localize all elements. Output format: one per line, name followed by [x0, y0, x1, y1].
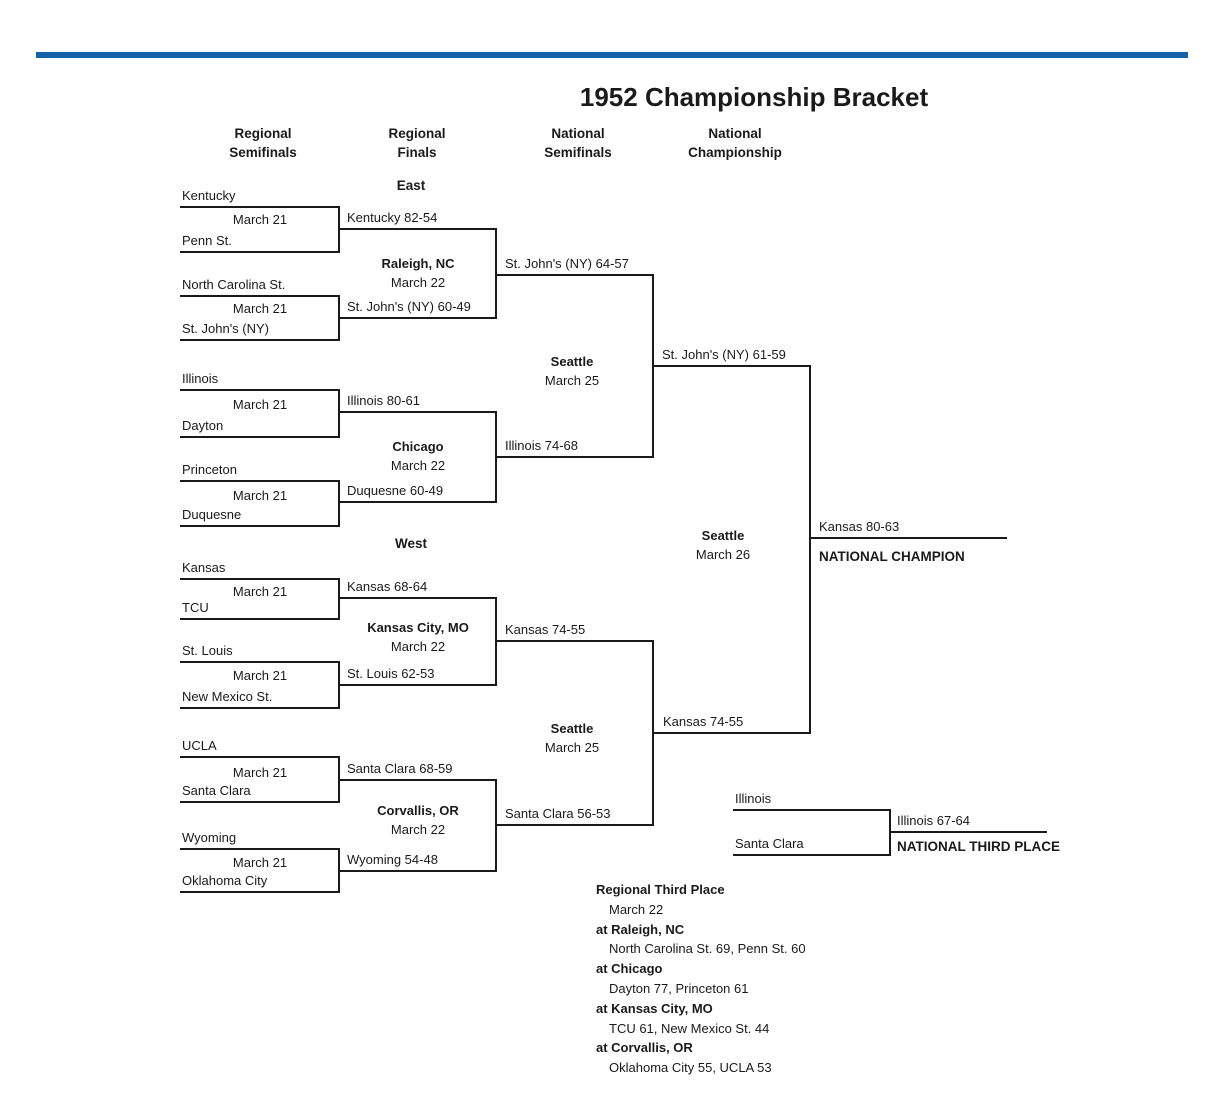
east-final1-venue-block — [342, 254, 494, 292]
bracket-line-h — [180, 578, 340, 580]
team-oklahoma-city: Oklahoma City — [182, 873, 268, 888]
bracket-line-h — [180, 339, 340, 341]
page-title: 1952 Championship Bracket — [579, 82, 929, 112]
bracket-line-h — [733, 809, 891, 811]
championship-venue-block — [648, 526, 798, 564]
column-header-regional-finals — [342, 124, 492, 162]
team-st-louis: St. Louis — [182, 643, 233, 658]
bracket-line-h — [338, 870, 497, 872]
regional-third-place-venue: at Chicago — [596, 961, 663, 977]
bracket-line-h — [338, 684, 497, 686]
east-match1-winner: Kentucky 82-54 — [347, 210, 438, 225]
team-illinois: Illinois — [182, 371, 219, 386]
team-kansas: Kansas — [182, 560, 226, 575]
match-date: March 21 — [232, 212, 288, 227]
bracket-line-h — [180, 295, 340, 297]
venue-name: Chicago — [392, 439, 444, 454]
match-date: March 21 — [232, 584, 288, 599]
bracket-line-v — [338, 578, 340, 620]
bracket-line-v — [809, 365, 811, 734]
regional-third-place-result: TCU 61, New Mexico St. 44 — [609, 1020, 770, 1036]
bracket-line-h — [495, 824, 654, 826]
bracket-line-h — [733, 854, 891, 856]
west-match2-winner: St. Louis 62-53 — [347, 666, 435, 681]
venue-name: Raleigh, NC — [381, 256, 455, 271]
header-line: Regional — [388, 126, 446, 141]
team-kentucky: Kentucky — [182, 188, 236, 203]
bracket-line-h — [652, 732, 811, 734]
match-date: March 21 — [232, 488, 288, 503]
bracket-line-h — [180, 891, 340, 893]
east-final1-winner: St. John's (NY) 64-57 — [505, 256, 629, 271]
west-match1-winner: Kansas 68-64 — [347, 579, 428, 594]
third-place-winner: Illinois 67-64 — [897, 813, 970, 828]
east-match4-winner: Duquesne 60-49 — [347, 483, 444, 498]
venue-date: March 22 — [390, 275, 446, 290]
bracket-line-v — [338, 389, 340, 438]
top-accent-bar — [36, 52, 1188, 58]
venue-date: March 22 — [390, 639, 446, 654]
west-final1-venue-block — [342, 618, 494, 656]
west-match3-winner: Santa Clara 68-59 — [347, 761, 453, 776]
regional-third-place-venue: at Kansas City, MO — [596, 1000, 713, 1016]
venue-date: March 25 — [544, 373, 600, 388]
west-semifinal-winner: Kansas 74-55 — [663, 714, 744, 729]
bracket-line-h — [338, 597, 497, 599]
regional-third-place-section — [596, 880, 806, 1078]
national-third-place-label: NATIONAL THIRD PLACE — [897, 839, 1060, 854]
west-final2-winner: Santa Clara 56-53 — [505, 806, 611, 821]
regional-third-place-venue: at Raleigh, NC — [596, 921, 685, 937]
regional-third-place-result: Dayton 77, Princeton 61 — [609, 980, 749, 996]
team-dayton: Dayton — [182, 418, 224, 433]
bracket-line-h — [180, 848, 340, 850]
bracket-line-h — [180, 618, 340, 620]
match-date: March 21 — [232, 397, 288, 412]
team-princeton: Princeton — [182, 462, 237, 477]
regional-third-place-date: March 22 — [609, 901, 664, 917]
team-illinois-third-place: Illinois — [735, 791, 772, 806]
header-line: Finals — [397, 145, 437, 160]
column-header-regional-semifinals — [188, 124, 338, 162]
bracket-line-h — [180, 389, 340, 391]
header-line: Regional — [234, 126, 292, 141]
match-date: March 21 — [232, 668, 288, 683]
east-semifinal-winner: St. John's (NY) 61-59 — [662, 347, 786, 362]
team-santa-clara-third-place: Santa Clara — [735, 836, 804, 851]
east-final2-winner: Illinois 74-68 — [505, 438, 578, 453]
east-final2-venue-block — [342, 437, 494, 475]
west-region-label: West — [394, 536, 427, 551]
regional-third-place-venue: at Corvallis, OR — [596, 1040, 693, 1056]
team-penn-st: Penn St. — [182, 233, 232, 248]
bracket-line-h — [889, 831, 1047, 833]
regional-third-place-heading: Regional Third Place — [596, 882, 725, 897]
column-header-national-championship — [660, 124, 810, 162]
column-header-national-semifinals — [503, 124, 653, 162]
bracket-line-h — [495, 640, 654, 642]
bracket-line-h — [495, 274, 654, 276]
team-st-johns-ny: St. John's (NY) — [182, 321, 270, 336]
venue-name: Kansas City, MO — [367, 620, 469, 635]
bracket-line-h — [180, 707, 340, 709]
header-line: National — [708, 126, 762, 141]
venue-date: March 22 — [390, 458, 446, 473]
east-match3-winner: Illinois 80-61 — [347, 393, 420, 408]
bracket-line-h — [180, 801, 340, 803]
national-champion-label: NATIONAL CHAMPION — [819, 549, 965, 564]
venue-date: March 25 — [544, 740, 600, 755]
east-semifinal-venue-block — [497, 352, 647, 390]
west-match4-winner: Wyoming 54-48 — [347, 852, 438, 867]
bracket-line-h — [180, 756, 340, 758]
bracket-line-h — [180, 480, 340, 482]
header-line: National — [551, 126, 605, 141]
bracket-line-v — [338, 480, 340, 527]
header-line: Semifinals — [544, 145, 612, 160]
match-date: March 21 — [232, 855, 288, 870]
bracket-line-h — [180, 661, 340, 663]
west-semifinal-venue-block — [497, 719, 647, 757]
west-final2-venue-block — [342, 801, 494, 839]
regional-third-place-result: Oklahoma City 55, UCLA 53 — [609, 1060, 772, 1076]
team-wyoming: Wyoming — [182, 830, 237, 845]
match-date: March 21 — [232, 301, 288, 316]
east-region-label: East — [396, 178, 426, 193]
match-date: March 21 — [232, 765, 288, 780]
team-north-carolina-st: North Carolina St. — [182, 277, 286, 292]
bracket-line-h — [180, 206, 340, 208]
venue-name: Corvallis, OR — [377, 803, 459, 818]
venue-date: March 26 — [695, 547, 751, 562]
bracket-line-h — [338, 317, 497, 319]
regional-third-place-result: North Carolina St. 69, Penn St. 60 — [609, 941, 806, 957]
east-match2-winner: St. John's (NY) 60-49 — [347, 299, 471, 314]
header-line: Semifinals — [229, 145, 297, 160]
bracket-line-h — [338, 228, 497, 230]
team-santa-clara: Santa Clara — [182, 783, 251, 798]
bracket-line-h — [338, 501, 497, 503]
team-ucla: UCLA — [182, 738, 217, 753]
team-new-mexico-st: New Mexico St. — [182, 689, 273, 704]
championship-winner: Kansas 80-63 — [819, 519, 900, 534]
west-final1-winner: Kansas 74-55 — [505, 622, 586, 637]
bracket-line-h — [338, 411, 497, 413]
bracket-line-h — [495, 456, 654, 458]
team-tcu: TCU — [182, 600, 209, 615]
venue-name: Seattle — [550, 354, 594, 369]
bracket-line-h — [180, 525, 340, 527]
bracket-line-h — [180, 436, 340, 438]
team-duquesne: Duquesne — [182, 507, 242, 522]
header-line: Championship — [688, 145, 782, 160]
bracket-line-h — [180, 251, 340, 253]
bracket-line-h — [338, 779, 497, 781]
bracket-line-h — [809, 537, 1007, 539]
venue-name: Seattle — [701, 528, 745, 543]
venue-date: March 22 — [390, 822, 446, 837]
bracket-line-h — [652, 365, 811, 367]
venue-name: Seattle — [550, 721, 594, 736]
